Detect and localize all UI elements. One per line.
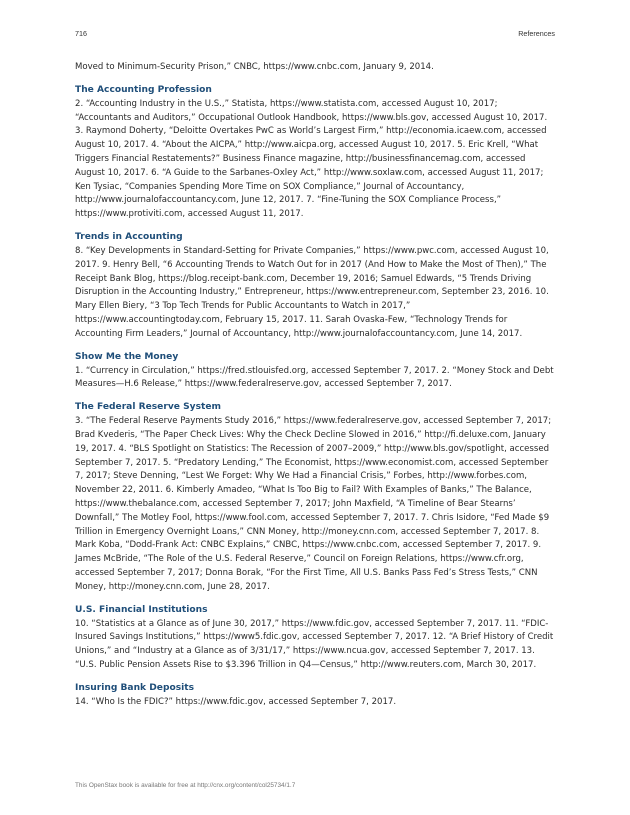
section-text: 10. “Statistics at a Glance as of June 30, 2017,” https://www.fdic.gov, accessed September 7, 2017. 11. “FDIC-Insured Savings Institutions,” https://www5.fdic.gov, accessed September 7, 2017. 12. “A Brief History of Credit Unions,” and “Industry at a Glance as of 3/31/17,” https://www.ncua.gov, accessed September 7, 2017. 13. “U.S. Public Pension Assets Rise to $3.396 Trillion in Q4—Census,” http://www.reuters.com, March 30, 2017. bbox=[75, 618, 554, 670]
running-title: References bbox=[518, 29, 555, 38]
references-content bbox=[75, 61, 555, 709]
section-federal-reserve-system bbox=[75, 401, 555, 594]
section-text: 3. “The Federal Reserve Payments Study 2016,” https://www.federalreserve.gov, accessed September 7, 2017; Brad Kvederis, “The Paper Check Lives: Why the Check Decline Slowed in 2016,” http://fi.deluxe.com, January 19, 2017. 4. “BLS Spotlight on Statistics: The Recession of 2007–2009,” http://www.bls.gov/spotlight, accessed September 7, 2017. 5. “Predatory Lending,” The Economist, https://www.economist.com, accessed September 7, 2017; Steve Denning, “Lest We Forget: Why We Had a Financial Crisis,” Forbes, http://www.forbes.com, November 22, 2011. 6. Kimberly Amadeo, “What Is Too Big to Fail? With Examples of Banks,” The Balance, https://www.thebalance.com, accessed September 7, 2017; John Maxfield, “A Timeline of Bear Stearns’ Downfall,” The Motley Fool, https://www.fool.com, accessed September 7, 2017. 7. Chris Isidore, “Fed Made $9 Trillion in Emergency Overnight Loans,” CNN Money, http://money.cnn.com, accessed September 7, 2017. 8. Mark Koba, “Dodd-Frank Act: CNBC Explains,” CNBC, https://www.cnbc.com, accessed September 7, 2017. 9. James McBride, “The Role of the U.S. Federal Reserve,” Council on Foreign Relations, https://www.cfr.org, accessed September 7, 2017; Donna Borak, “For the First Time, All U.S. Banks Pass Fed’s Stress Tests,” CNN Money, http://money.cnn.com, June 28, 2017. bbox=[75, 416, 552, 592]
section-title: Insuring Bank Deposits bbox=[75, 682, 195, 693]
section-title: Show Me the Money bbox=[75, 351, 179, 362]
section-text: 1. “Currency in Circulation,” https://fred.stlouisfed.org, accessed September 7, 2017. 2. “Money Stock and Debt Measures—H.6 Release,” https://www.federalreserve.gov, accessed September 7, 2017. bbox=[75, 365, 554, 390]
page-footer: This OpenStax book is available for free at http://cnx.org/content/col25734/1.7 bbox=[75, 782, 296, 789]
section-title: Trends in Accounting bbox=[75, 231, 183, 242]
intro-text: Moved to Minimum-Security Prison,” CNBC, https://www.cnbc.com, January 9, 2014. bbox=[75, 62, 434, 72]
section-title: The Accounting Profession bbox=[75, 84, 212, 95]
section-text: 2. “Accounting Industry in the U.S.,” Statista, https://www.statista.com, accessed August 10, 2017; “Accountants and Auditors,” Occupational Outlook Handbook, https://www.bls.gov, accessed August 10, 2017. 3. Raymond Doherty, “Deloitte Overtakes PwC as World’s Largest Firm,” http://economia.icaew.com, accessed August 10, 2017. 4. “About the AICPA,” http://www.aicpa.org, accessed August 10, 2017. 5. Eric Krell, “What Triggers Financial Restatements?” Business Finance magazine, http://businessfinancemag.com, accessed August 10, 2017. 6. “A Guide to the Sarbanes-Oxley Act,” http://www.soxlaw.com, accessed August 11, 2017; Ken Tysiac, “Companies Spending More Time on SOX Compliance,” Journal of Accountancy, http://www.journalofaccountancy.com, June 12, 2017. 7. “Fine-Tuning the SOX Compliance Process,” https://www.protiviti.com, accessed August 11, 2017. bbox=[75, 98, 548, 220]
section-trends-in-accounting bbox=[75, 231, 555, 342]
page-header bbox=[75, 29, 555, 41]
section-title: The Federal Reserve System bbox=[75, 402, 221, 413]
section-accounting-profession bbox=[75, 84, 555, 222]
page-number: 716 bbox=[75, 29, 87, 38]
section-us-financial-institutions bbox=[75, 604, 555, 673]
section-insuring-bank-deposits bbox=[75, 682, 555, 710]
section-text: 14. “Who Is the FDIC?” https://www.fdic.gov, accessed September 7, 2017. bbox=[75, 696, 397, 707]
section-show-me-the-money bbox=[75, 351, 555, 393]
section-title: U.S. Financial Institutions bbox=[75, 604, 208, 615]
section-text: 8. “Key Developments in Standard-Setting for Private Companies,” https://www.pwc.com, accessed August 10, 2017. 9. Henry Bell, “6 Accounting Trends to Watch Out for in 2017 (And How to Make the Most of Then),” The Receipt Bank Blog, https://blog.receipt-bank.com, December 19, 2016; Samuel Edwards, “5 Trends Driving Disruption in the Accounting Industry,” Entrepreneur, https://www.entrepreneur.com, September 23, 2016. 10. Mary Ellen Biery, “3 Top Tech Trends for Public Accountants to Watch in 2017,” https://www.accountingtoday.com, February 15, 2017. 11. Sarah Ovaska-Few, “Technology Trends for Accounting Firm Leaders,” Journal of Accountancy, http://www.journalofaccountancy.com, June 14, 2017. bbox=[75, 245, 549, 339]
